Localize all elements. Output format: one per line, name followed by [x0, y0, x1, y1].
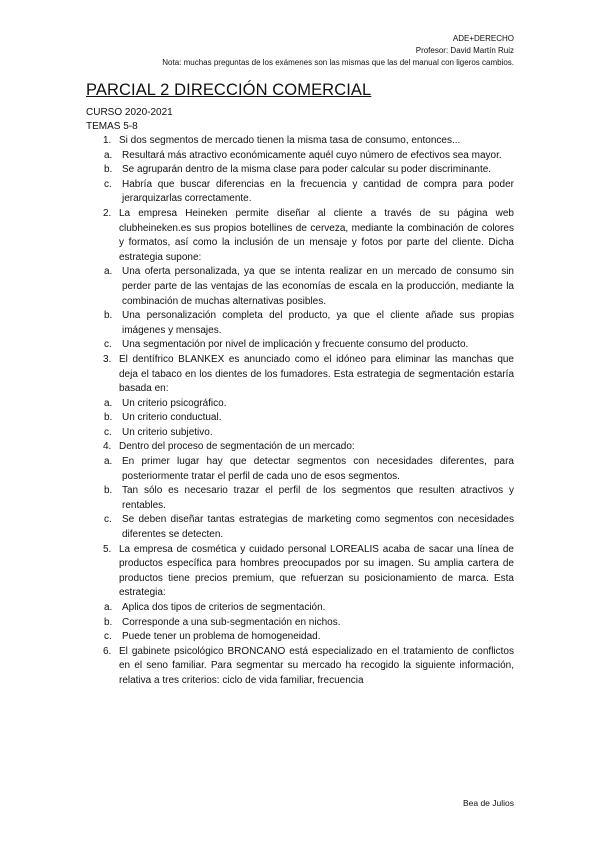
question-text: El gabinete psicológico BRONCANO está especializado en el tratamiento de conflictos en el seno familiar. Para segmentar su mercado ha recogido la siguiente información, relativa a tres criterios: ciclo de vida familiar, frecuencia: [119, 645, 514, 686]
question-number: 3.: [103, 353, 112, 365]
option-letter: a.: [104, 149, 113, 161]
header-line-note: Nota: muchas preguntas de los exámenes son las mismas que las del manual con ligeros cambios.: [162, 58, 514, 67]
option-3a: [86, 397, 514, 412]
question-2: [86, 207, 514, 265]
option-letter: a.: [104, 266, 113, 278]
question-text: La empresa de cosmética y cuidado personal LOREALIS acaba de sacar una línea de productos específica para hombres preocupados por su imagen. Su amplia cartera de productos tiene precios premium, que refuerzan su posicionamiento de marca. Esta estrategia:: [119, 543, 514, 599]
question-4: [86, 440, 514, 455]
question-text: Dentro del proceso de segmentación de un mercado:: [119, 441, 355, 453]
option-5c: [86, 630, 514, 645]
option-text: Resultará más atractivo económicamente aquél cuyo número de efectivos sea mayor.: [122, 149, 502, 161]
header-line-professor: Profesor: David Martín Ruiz: [415, 46, 514, 55]
option-letter: c.: [104, 178, 112, 190]
option-2c: [86, 338, 514, 353]
question-1: [86, 134, 514, 149]
topics-range: TEMAS 5-8: [86, 121, 138, 132]
option-3b: [86, 411, 514, 426]
option-3c: [86, 426, 514, 441]
option-text: Aplica dos tipos de criterios de segmentación.: [122, 602, 326, 613]
question-number: 2.: [103, 207, 112, 219]
option-letter: c.: [104, 426, 112, 438]
question-6: [86, 645, 514, 689]
option-5b: [86, 616, 514, 631]
option-text: Una segmentación por nivel de implicación y frecuente consumo del producto.: [122, 339, 469, 351]
option-letter: b.: [104, 485, 113, 497]
option-letter: b.: [104, 310, 113, 322]
option-2b: [86, 309, 514, 338]
question-5: [86, 543, 514, 601]
question-text: La empresa Heineken permite diseñar al cliente a través de su página web clubheineken.es sus propios botellines de cerveza, mediante la combinación de colores y formatos, así como la inclusión de un mensaje y fotos por parte del cliente. Dicha estrategia supone:: [119, 207, 514, 263]
option-1b: [86, 163, 514, 178]
option-letter: b.: [104, 412, 113, 424]
option-text: Un criterio psicográfico.: [122, 397, 227, 409]
option-5a: [86, 601, 514, 616]
option-text: Se agruparán dentro de la misma clase para poder calcular su poder discriminante.: [122, 164, 492, 176]
course-year: CURSO 2020-2021: [86, 107, 173, 118]
question-number: 5.: [103, 543, 112, 555]
option-letter: c.: [104, 631, 112, 643]
header-line-course: ADE+DERECHO: [452, 34, 514, 43]
option-text: Se deben diseñar tantas estrategias de marketing como segmentos con necesidades diferentes se detecten.: [122, 514, 514, 541]
option-letter: a.: [104, 602, 113, 613]
question-number: 4.: [103, 441, 112, 453]
option-text: Corresponde a una sub-segmentación en nichos.: [122, 616, 341, 628]
question-text: El dentífrico BLANKEX es anunciado como el idóneo para eliminar las manchas que deja el tabaco en los dientes de los fumadores. Esta estrategia de segmentación estaría basada en:: [119, 353, 514, 395]
question-list: [86, 134, 514, 689]
footer-author: Bea de Julios: [462, 798, 514, 808]
option-text: Una oferta personalizada, ya que se intenta realizar en un mercado de consumo sin perder parte de las ventajas de las economías de escala en la producción, mediante la combinación de muchas alternativas posibles.: [122, 266, 514, 307]
option-4b: [86, 484, 514, 513]
option-1a: [86, 149, 514, 164]
option-4a: [86, 455, 514, 484]
option-text: Habría que buscar diferencias en la frecuencia y cantidad de compra para poder jerarquizarlas correctamente.: [122, 178, 514, 205]
option-text: En primer lugar hay que detectar segmentos con necesidades diferentes, para posteriormente tratar el perfil de cada uno de esos segmentos.: [122, 456, 514, 482]
option-2a: [86, 265, 514, 309]
option-text: Tan sólo es necesario trazar el perfil de los segmentos que resulten atractivos y rentables.: [122, 485, 514, 511]
option-letter: a.: [104, 397, 113, 409]
question-3: [86, 353, 514, 397]
option-letter: c.: [104, 339, 112, 351]
page-title: PARCIAL 2 DIRECCIÓN COMERCIAL: [86, 81, 372, 99]
option-1c: [86, 178, 514, 207]
option-text: Puede tener un problema de homogeneidad.: [122, 631, 321, 643]
question-number: 1.: [103, 135, 112, 146]
option-letter: b.: [104, 616, 113, 628]
option-text: Un criterio conductual.: [122, 412, 222, 424]
option-text: Una personalización completa del producto, ya que el cliente añade sus propias imágenes y mensajes.: [122, 310, 514, 336]
option-letter: a.: [104, 456, 113, 468]
option-text: Un criterio subjetivo.: [122, 426, 213, 438]
question-text: Si dos segmentos de mercado tienen la misma tasa de consumo, entonces...: [119, 135, 461, 146]
option-letter: c.: [104, 514, 112, 526]
option-letter: b.: [104, 164, 113, 176]
option-4c: [86, 513, 514, 542]
question-number: 6.: [103, 645, 112, 657]
